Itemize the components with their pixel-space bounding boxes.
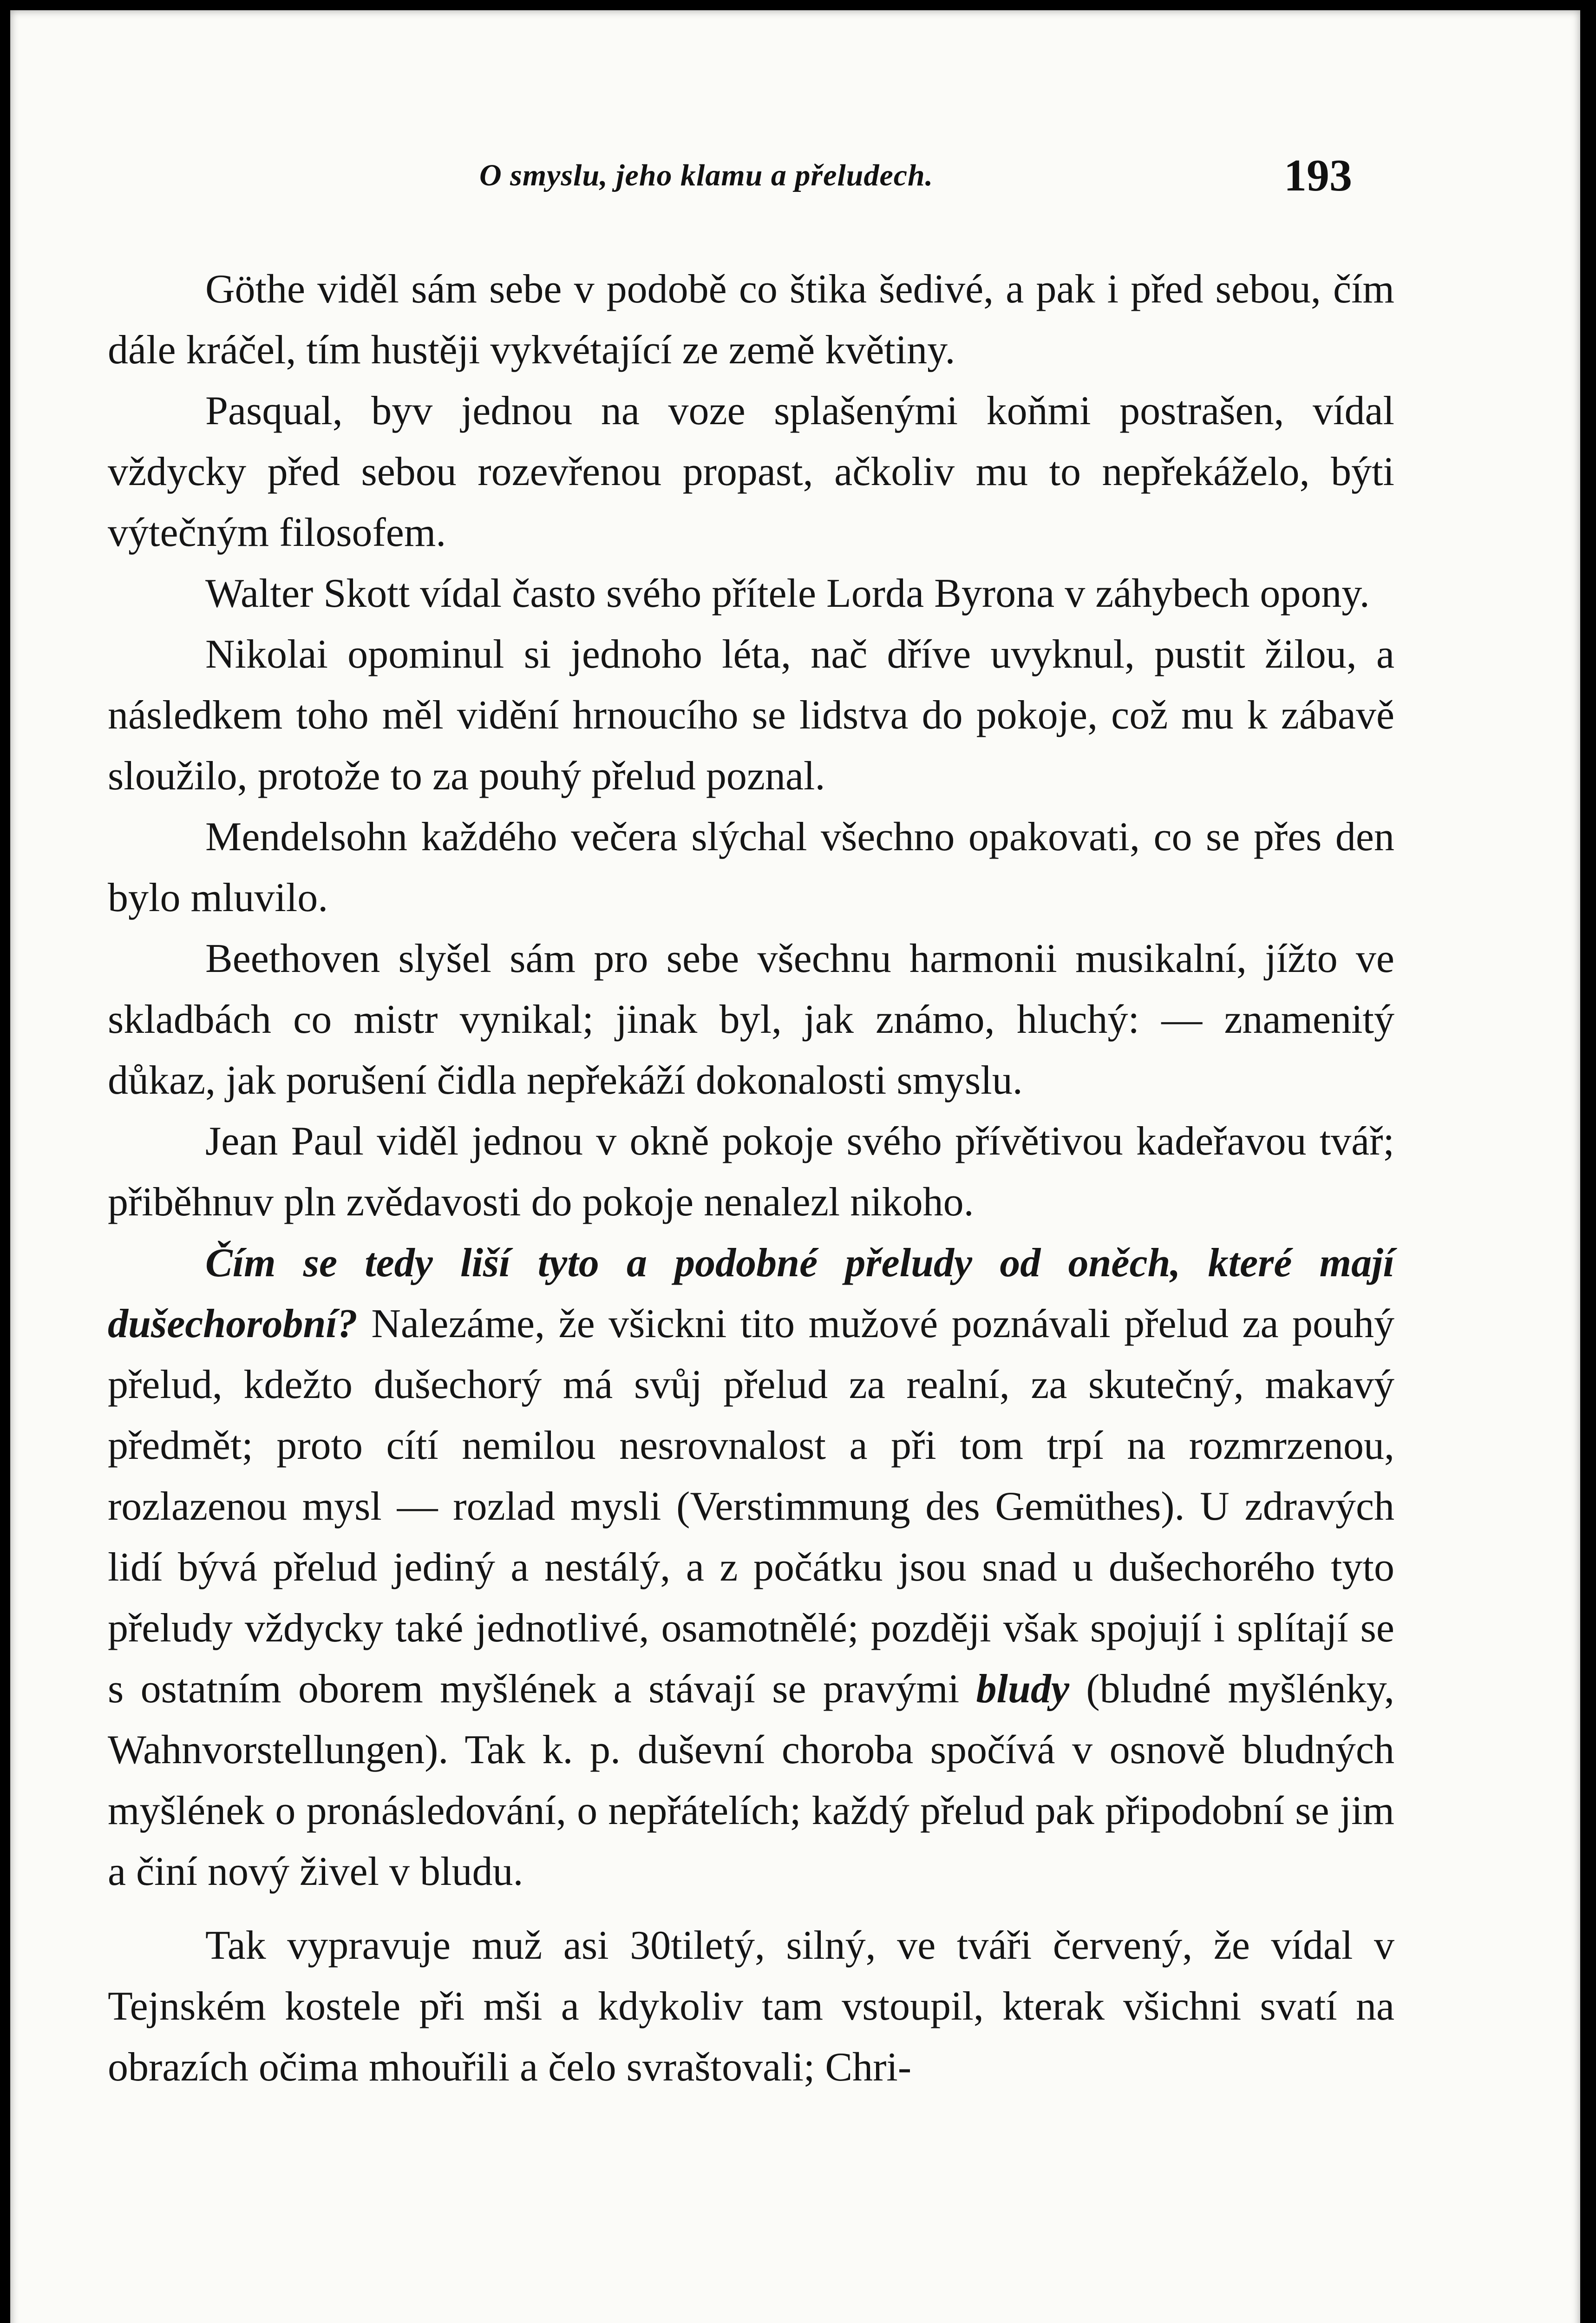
book-page bbox=[10, 10, 1580, 2323]
page-number: 193 bbox=[1284, 151, 1352, 201]
page-header bbox=[10, 150, 1580, 205]
paragraph-dusechorobni bbox=[108, 1233, 1394, 1902]
paragraph-jean-paul: Jean Paul viděl jednou v okně pokoje svého přívětivou kadeřavou tvář; přiběhnuv pln zvědavosti do pokoje nenalezl nikoho. bbox=[108, 1119, 1394, 1225]
paragraph-pasqual: Pasqual, byv jednou na voze splašenými koňmi postrašen, vídal vždycky před sebou rozevřenou propast, ačkoliv mu to nepřekáželo, býti výtečným filosofem. bbox=[108, 388, 1394, 555]
paragraph-text-continued: (bludné myšlénky, Wahnvorstellungen). Tak k. p. duševní choroba spočívá v osnově bludných myšlének o pronásledování, o nepřátelích; každý přelud pak připodobní se jim a činí nový živel v bludu. bbox=[108, 1667, 1394, 1894]
running-title: O smyslu, jeho klamu a přeludech. bbox=[479, 158, 934, 192]
paragraph-tejnsky-kostel: Tak vypravuje muž asi 30tiletý, silný, ve tváři červený, že vídal v Tejnském kostele při mši a kdykoliv tam vstoupil, kterak všichni svatí na obrazích očima mhouřili a čelo svraštovali; Chri- bbox=[108, 1923, 1394, 2090]
body-text bbox=[108, 259, 1394, 2098]
paragraph-beethoven: Beethoven slyšel sám pro sebe všechnu harmonii musikalní, jížto ve skladbách co mistr vynikal; jinak byl, jak známo, hluchý: — znamenitý důkaz, jak porušení čidla nepřekáží dokonalosti smyslu. bbox=[108, 936, 1394, 1103]
paragraph-walter-skott: Walter Skott vídal často svého přítele Lorda Byrona v záhybech opony. bbox=[205, 571, 1370, 616]
italic-question: Čím se tedy liší tyto a podobné přeludy od oněch, které mají dušechorobní? bbox=[108, 1240, 1394, 1346]
paragraph-mendelsohn: Mendelsohn každého večera slýchal všechno opakovati, co se přes den bylo mluvilo. bbox=[108, 814, 1394, 920]
paragraph-gothe: Göthe viděl sám sebe v podobě co štika šedivé, a pak i před sebou, čím dále kráčel, tím hustěji vykvétající ze země květiny. bbox=[108, 267, 1394, 373]
italic-term: bludy bbox=[976, 1667, 1069, 1712]
paragraph-nikolai: Nikolai opominul si jednoho léta, nač dříve uvyknul, pustit žilou, a následkem toho měl vidění hrnoucího se lidstva do pokoje, což mu k zábavě sloužilo, protože to za pouhý přelud poznal. bbox=[108, 632, 1394, 799]
paragraph-text: Nalezáme, že všickni tito mužové poznávali přelud za pouhý přelud, kdežto dušechorý má svůj přelud za realní, za skutečný, makavý předmět; proto cítí nemilou nesrovnalost a při tom trpí na rozmrzenou, rozlazenou mysl — rozlad mysli (Verstimmung des Gemüthes). U zdravých lidí bývá přelud jediný a nestálý, a z počátku jsou snad u dušechorého tyto přeludy vždycky také jednotlivé, osamotnělé; později však spojují i splítají se s ostatním oborem myšlének a stávají se pravými bbox=[108, 1301, 1394, 1712]
